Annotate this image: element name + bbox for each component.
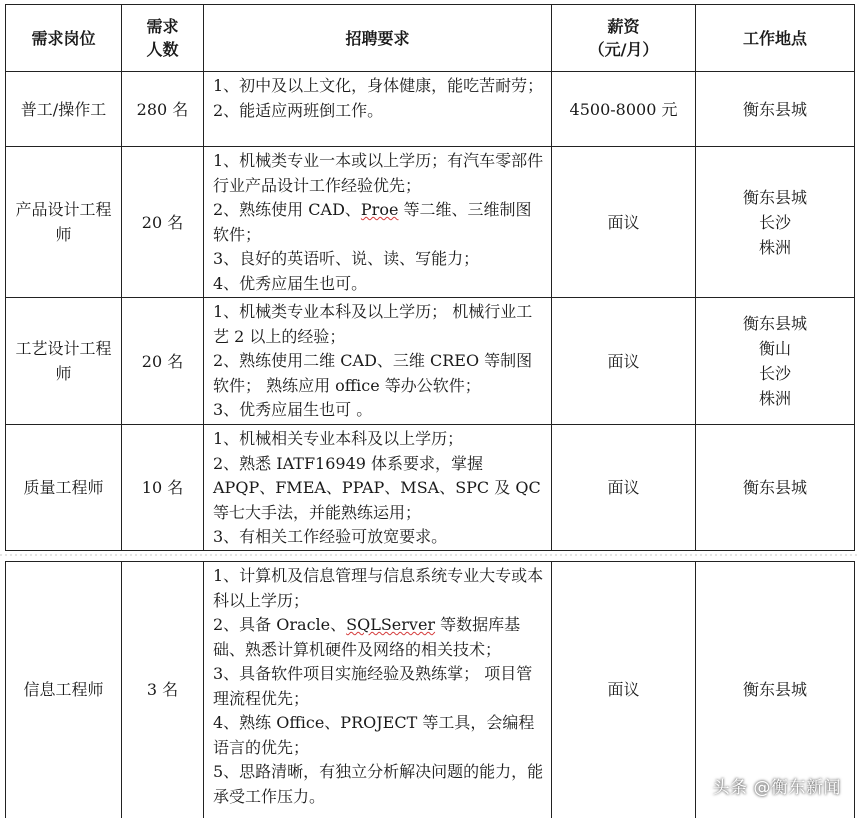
- table-row: [6, 72, 855, 147]
- row-count: 20 名: [122, 298, 204, 425]
- table-header-row: [6, 5, 855, 72]
- row-location: 衡东县城 长沙 株洲: [696, 147, 855, 298]
- header-position: 需求岗位: [6, 5, 122, 72]
- row-count: 3 名: [122, 562, 204, 818]
- req-database: 2、具备 Oracle、SQLServer 等数据库基础、熟悉计算机硬件及网络的相关技术；: [213, 615, 521, 659]
- table-row: [6, 425, 855, 551]
- row-position: 普工/操作工: [6, 72, 122, 147]
- row-count: 20 名: [122, 147, 204, 298]
- spellcheck-word: Proe: [360, 200, 399, 219]
- recruitment-table: [5, 4, 855, 551]
- row-location: 衡东县城: [696, 72, 855, 147]
- header-salary: 薪资 （元/月）: [552, 5, 696, 72]
- row-count: 10 名: [122, 425, 204, 551]
- header-requirements: 招聘要求: [204, 5, 552, 72]
- table-row: [6, 147, 855, 298]
- row-position: 工艺设计工程师: [6, 298, 122, 425]
- row-requirements: 1、初中及以上文化，身体健康，能吃苦耐劳； 2、能适应两班倒工作。: [204, 72, 552, 147]
- row-requirements: 1、机械类专业本科及以上学历； 机械行业工艺 2 以上的经验； 2、熟练使用二维 CAD、三维 CREO 等制图软件； 熟练应用 office 等办公软件； 3、优秀应届生也可 。: [204, 298, 552, 425]
- page-break-divider: [0, 550, 859, 560]
- req-cad-proe: 2、熟练使用 CAD、Proe 等二维、三维制图软件；: [213, 200, 532, 244]
- row-location: 衡东县城 衡山 长沙 株洲: [696, 298, 855, 425]
- row-position: 信息工程师: [6, 562, 122, 818]
- header-count: 需求 人数: [122, 5, 204, 72]
- spellcheck-word: SQLServer: [346, 615, 436, 634]
- row-location: 衡东县城: [696, 562, 855, 818]
- header-location: 工作地点: [696, 5, 855, 72]
- row-salary: 面议: [552, 298, 696, 425]
- row-requirements: 1、机械相关专业本科及以上学历； 2、熟悉 IATF16949 体系要求，掌握 APQP、FMEA、PPAP、MSA、SPC 及 QC 等七大手法，并能熟练运用； 3、有相关工作经验可放宽要求。: [204, 425, 552, 551]
- row-salary: 面议: [552, 425, 696, 551]
- row-position: 质量工程师: [6, 425, 122, 551]
- table-row: [6, 298, 855, 425]
- watermark: 头条 @衡东新闻: [712, 778, 841, 798]
- row-salary: 4500-8000 元: [552, 72, 696, 147]
- row-salary: 面议: [552, 562, 696, 818]
- row-count: 280 名: [122, 72, 204, 147]
- row-location: 衡东县城: [696, 425, 855, 551]
- row-salary: 面议: [552, 147, 696, 298]
- row-position: 产品设计工程师: [6, 147, 122, 298]
- row-requirements: 1、计算机及信息管理与信息系统专业大专或本科以上学历； 2、具备 Oracle、SQLServer 等数据库基础、熟悉计算机硬件及网络的相关技术； 3、具备软件项目实施经验及熟练掌； 项目管理流程优先； 4、熟练 Office、PROJECT 等工具，会编程语言的优先； 5、思路清晰，有独立分析解决问题的能力，能承受工作压力。: [204, 562, 552, 818]
- row-requirements: 1、机械类专业一本或以上学历；有汽车零部件行业产品设计工作经验优先； 2、熟练使用 CAD、Proe 等二维、三维制图软件； 3、良好的英语听、说、读、写能力； 4、优秀应届生也可。: [204, 147, 552, 298]
